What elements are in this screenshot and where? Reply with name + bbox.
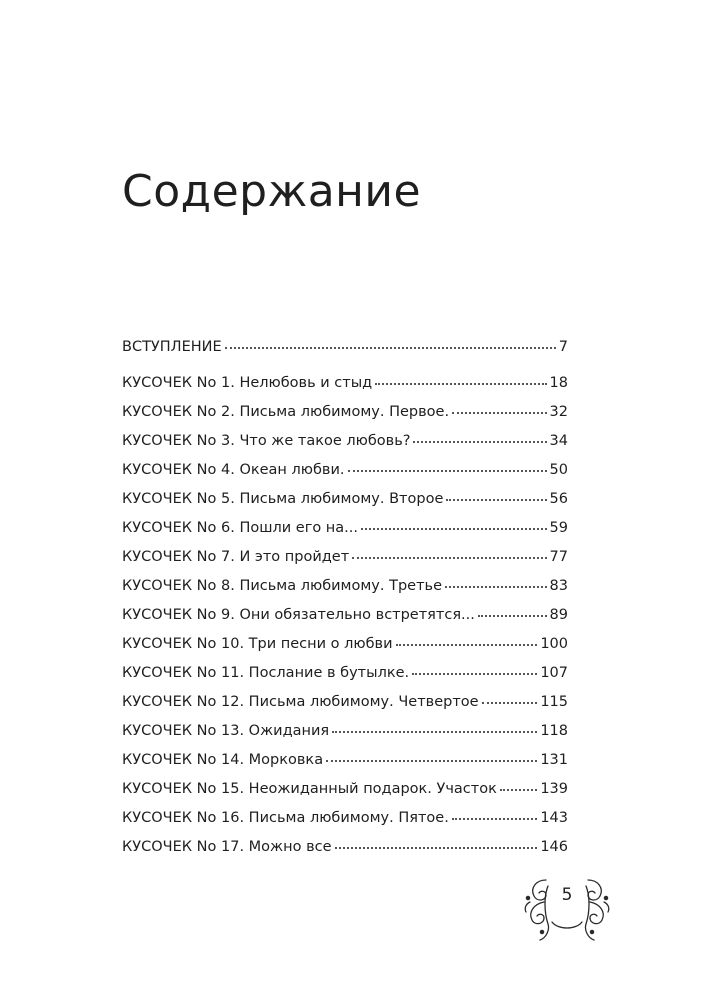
toc-entry [122,775,568,804]
toc-entry [122,688,568,717]
toc-entry [122,333,568,362]
toc-entry [122,398,568,427]
toc-entry-page: 34 [549,433,568,449]
toc-entry-page: 83 [549,578,568,594]
dot-leader [413,440,546,443]
page-title: Содержание [122,166,422,217]
dot-leader [361,527,547,530]
dot-leader [225,346,556,349]
table-of-contents [122,333,568,862]
toc-entry-title: КУСОЧЕК No 3. Что же такое любовь? [122,433,411,449]
toc-entry [122,833,568,862]
toc-entry-title: КУСОЧЕК No 15. Неожиданный подарок. Участок [122,781,497,797]
dot-leader [352,556,546,559]
toc-entry-page: 77 [549,549,568,565]
toc-entry [122,601,568,630]
toc-entry [122,485,568,514]
toc-entry-page: 100 [540,636,568,652]
toc-entry-title: КУСОЧЕК No 12. Письма любимому. Четвертое [122,694,479,710]
dot-leader [348,469,547,472]
toc-entry-page: 131 [540,752,568,768]
toc-entry-title: КУСОЧЕК No 11. Послание в бутылке. [122,665,410,681]
toc-entry-title: КУСОЧЕК No 16. Письма любимому. Пятое. [122,810,449,826]
toc-entry [122,514,568,543]
toc-entry-page: 146 [540,839,568,855]
toc-entry-title: КУСОЧЕК No 2. Письма любимому. Первое. [122,404,450,420]
dot-leader [445,585,547,588]
toc-entry [122,804,568,833]
toc-entry-title: КУСОЧЕК No 4. Океан любви. [122,462,345,478]
toc-entry-page: 107 [540,665,568,681]
toc-entry-page: 50 [549,462,568,478]
toc-entry-title: КУСОЧЕК No 7. И это пройдет [122,549,350,565]
toc-entry-title: КУСОЧЕК No 6. Пошли его на... [122,520,359,536]
toc-entry-page: 143 [540,810,568,826]
toc-entry-page: 56 [549,491,568,507]
toc-entry-page: 118 [540,723,568,739]
toc-entry [122,717,568,746]
dot-leader [500,788,537,791]
toc-entry-page: 115 [540,694,568,710]
dot-leader [326,759,537,762]
toc-entry [122,369,568,398]
dot-leader [375,382,546,385]
toc-entry [122,572,568,601]
dot-leader [396,643,538,646]
dot-leader [446,498,546,501]
swirl-ornament-icon [522,872,612,944]
dot-leader [332,730,537,733]
toc-entry-title: КУСОЧЕК No 1. Нелюбовь и стыд [122,375,373,391]
toc-entry [122,746,568,775]
toc-entry-page: 32 [549,404,568,420]
toc-entry-title: КУСОЧЕК No 10. Три песни о любви [122,636,393,652]
toc-entry-page: 89 [549,607,568,623]
toc-entry-page: 7 [558,339,568,355]
dot-leader [452,817,538,820]
toc-entry-title: КУСОЧЕК No 9. Они обязательно встретятся... [122,607,475,623]
toc-entry-title: КУСОЧЕК No 8. Письма любимому. Третье [122,578,443,594]
toc-entry-title: КУСОЧЕК No 13. Ожидания [122,723,330,739]
toc-entry [122,543,568,572]
toc-entry-title: КУСОЧЕК No 14. Морковка [122,752,324,768]
toc-entry-page: 59 [549,520,568,536]
dot-leader [478,614,547,617]
toc-entry-page: 18 [549,375,568,391]
toc-entry-title: КУСОЧЕК No 5. Письма любимому. Второе [122,491,444,507]
dot-leader [335,846,538,849]
toc-entry [122,456,568,485]
toc-entry [122,630,568,659]
toc-entry-page: 139 [540,781,568,797]
toc-entry [122,427,568,456]
dot-leader [482,701,538,704]
dot-leader [452,411,546,414]
dot-leader [412,672,537,675]
page-number: 5 [561,885,573,905]
toc-entry-title: КУСОЧЕК No 17. Можно все [122,839,332,855]
toc-entry [122,659,568,688]
toc-entry-title: ВСТУПЛЕНИЕ [122,339,222,355]
